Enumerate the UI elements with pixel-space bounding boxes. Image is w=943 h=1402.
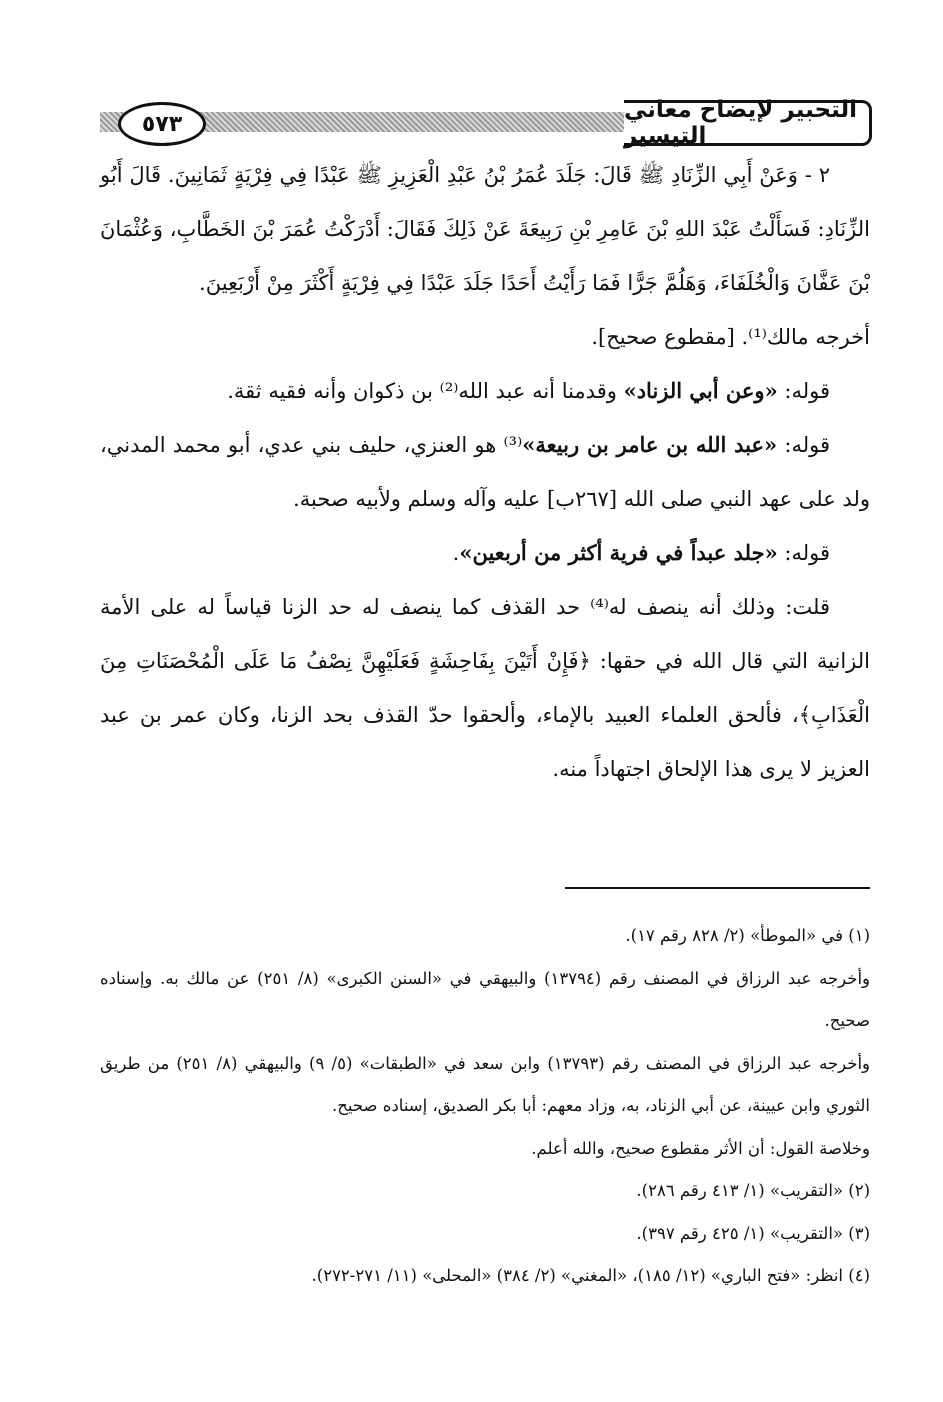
book-title: التحبير لإيضاح معاني التيسير xyxy=(624,100,872,146)
commentary-lead: قوله: xyxy=(777,433,830,457)
commentary-rest: . xyxy=(452,541,460,565)
main-text xyxy=(100,148,870,796)
footnotes xyxy=(100,915,870,1298)
footnote-separator xyxy=(565,887,870,889)
running-header xyxy=(100,97,872,149)
commentary-quote: «وعن أبي الزناد» xyxy=(623,378,778,403)
commentary-lead: قوله: xyxy=(777,379,830,403)
page-number: ٥٧٣ xyxy=(118,102,206,146)
commentary-paragraph xyxy=(100,364,870,418)
footnote: (٣) «التقريب» (١/ ٤٢٥ رقم ٣٩٧). xyxy=(636,1223,870,1243)
commentary-paragraph xyxy=(100,526,870,580)
commentary-lead: قوله: xyxy=(777,541,830,565)
commentary-rest: قلت: وذلك أنه ينصف له⁽⁴⁾ حد القذف كما ينصف له حد الزنا قياساً له على الأمة الزانية التي قال الله في حقها: ﴿فَإِنْ أَتَيْنَ بِفَاحِشَةٍ فَعَلَيْهِنَّ نِصْفُ مَا عَلَى الْمُحْصَنَاتِ مِنَ الْعَذَابِ﴾، فألحق العلماء العبيد بالإماء، وألحقوا حدّ القذف بحد الزنا، وكان عمر بن عبد العزيز لا يرى هذا الإلحاق اجتهاداً منه. xyxy=(100,595,870,781)
footnote: وخلاصة القول: أن الأثر مقطوع صحيح، والله أعلم. xyxy=(531,1138,870,1158)
footnote: (١) في «الموطأ» (٢/ ٨٢٨ رقم ١٧). xyxy=(625,926,870,945)
hadith-text: ٢ - وَعَنْ أَبِي الزِّنَادِ ﷺ قَالَ: جَلَدَ عُمَرُ بْنُ عَبْدِ الْعَزِيزِ ﷺ عَبْدًا فِي فِرْيَةٍ ثَمَانِينَ. قَالَ أَبُو الزِّنَادِ: فَسَأَلْتُ عَبْدَ اللهِ بْنَ عَامِرِ بْنِ رَبِيعَةَ عَنْ ذَلِكَ فَقَالَ: أَدْرَكْتُ عُمَرَ بْنَ الخَطَّابِ، وَعُثْمَانَ بْنَ عَفَّانَ وَالْخُلَفَاءَ، وَهَلُمَّ جَرًّا فَمَا رَأَيْتُ أَحَدًا جَلَدَ عَبْدًا فِي فِرْيَةٍ أَكْثَرَ مِنْ أَرْبَعِينَ. xyxy=(100,163,870,295)
footnote: وأخرجه عبد الرزاق في المصنف رقم (١٣٧٩٣) وابن سعد في «الطبقات» (٥/ ٩) والبيهقي (٨/ ٢٥١) من طريق الثوري وابن عيينة، عن أبي الزناد، به، وزاد معهم: أبا بكر الصديق، إسناده صحيح. xyxy=(100,1053,871,1115)
footnote: وأخرجه عبد الرزاق في المصنف رقم (١٣٧٩٤) والبيهقي في «السنن الكبرى» (٨/ ٢٥١) عن مالك به. وإسناده صحيح. xyxy=(100,968,871,1030)
footnote: (٢) «التقريب» (١/ ٤١٣ رقم ٢٨٦). xyxy=(636,1181,870,1200)
commentary-paragraph xyxy=(100,418,870,526)
commentary-paragraph xyxy=(100,580,870,796)
footnote: (٤) انظر: «فتح الباري» (١٢/ ١٨٥)، «المغني» (٢/ ٣٨٤) «المحلى» (١١/ ٢٧١-٢٧٢). xyxy=(311,1266,870,1285)
commentary-rest: ⁽³⁾ هو العنزي، حليف بني عدي، أبو محمد المدني، ولد على عهد النبي صلى الله [٢٦٧ب] عليه وآله وسلم ولأبيه صحبة. xyxy=(100,433,870,511)
hadith-takhrij: أخرجه مالك⁽¹⁾. [مقطوع صحيح]. xyxy=(591,325,870,349)
commentary-quote: «جلد عبداً في فرية أكثر من أربعين» xyxy=(459,540,778,565)
commentary-quote: «عبد الله بن عامر بن ربيعة» xyxy=(522,432,778,457)
commentary-rest: وقدمنا أنه عبد الله⁽²⁾ بن ذكوان وأنه فقيه ثقة. xyxy=(227,379,624,403)
